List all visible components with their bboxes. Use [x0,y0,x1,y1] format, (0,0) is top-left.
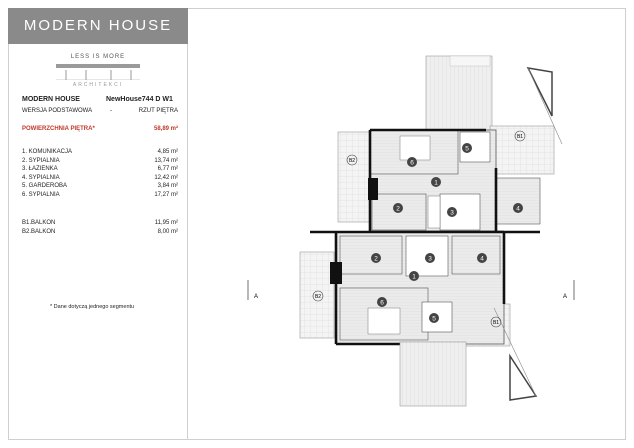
room-number: 3 [450,209,454,217]
room-number: 3 [428,255,432,263]
room-row-area: 13,74 m² [154,157,178,164]
section-label-right: A [563,294,568,300]
logo [48,54,148,94]
room-row-label: 6. SYPIALNIA [22,192,60,198]
room-marker [425,253,435,263]
top-canopy [450,56,490,66]
room-number: 5 [432,315,436,323]
room-number: 1 [412,273,416,281]
balcony-tag-label: B2 [314,294,322,300]
room-number: 2 [396,205,400,213]
lower-bed-icon [368,308,400,334]
room-marker [377,297,387,307]
upper-bedroom-4 [496,178,540,224]
info-panel [8,8,188,440]
upper-stair [428,196,440,228]
logo-bar [56,64,140,68]
footnote: * Dane dotyczą jednego segmentu [50,304,135,310]
room-number: 5 [465,145,469,153]
balcony-tag-label: B1 [492,320,500,326]
area-label: POWIERZCHNIA PIĘTRA* [22,126,95,132]
upper-bath-3 [440,194,480,230]
room-row-area: 6,77 m² [157,166,178,173]
logo-ticks-icon [56,70,140,80]
roof-wedge-top [528,68,552,116]
room-marker [393,203,403,213]
room-row-label: 1. KOMUNIKACJA [22,149,73,155]
room-marker [371,253,381,263]
room-marker [407,157,417,167]
room-number: 4 [480,255,484,263]
room-number: 6 [380,299,384,307]
upper-bed-icon [400,136,430,160]
variant-label: WERSJA PODSTAWOWA [22,108,93,114]
room-row-label: 3. ŁAZIENKA [22,166,58,173]
room-number: 2 [374,255,378,263]
top-left-balcony [338,132,372,222]
lower-bedroom-2 [340,236,402,274]
section-label-left: A [254,294,259,300]
brand-banner: MODERN HOUSE [8,8,188,44]
roof-line-bottom [494,308,536,396]
roof-wedge-bottom [510,356,536,400]
room-number: 6 [410,159,414,167]
balcony-row-area: 8,00 m² [157,228,178,235]
project-code: NewHouse744 D W1 [106,96,173,103]
floor-plan [190,8,626,440]
project-title: MODERN HOUSE [22,96,80,103]
room-number: 1 [434,179,438,187]
view-label: RZUT PIĘTRA [138,108,178,114]
room-row-label: 4. SYPIALNIA [22,174,60,181]
room-row-label: 5. GARDEROBA [22,183,68,190]
bottom-deck [400,342,466,406]
logo-subtitle: ARCHITEKCI [72,82,124,88]
logo-tagline: LESS IS MORE [70,54,126,60]
room-marker [409,271,419,281]
room-row-label: 2. SYPIALNIA [22,157,60,164]
room-row-area: 3,84 m² [157,183,178,190]
area-value: 58,89 m² [153,126,178,132]
balcony-tag-label: B1 [516,134,524,140]
room-marker [477,253,487,263]
variant-dash: - [110,108,112,114]
room-row-area: 12,42 m² [154,174,178,181]
room-marker [513,203,523,213]
room-row-area: 4,85 m² [157,149,178,155]
lower-bedroom-4 [452,236,500,274]
balcony-row-area: 11,95 m² [154,220,178,226]
balcony-row-label: B2.BALKON [22,228,56,235]
balcony-tag-label: B2 [348,158,356,164]
room-marker [429,313,439,323]
top-deck [426,56,492,130]
balcony-row-label: B1.BALKON [22,220,56,226]
room-row-area: 17,27 m² [154,192,178,198]
room-marker [462,143,472,153]
room-marker [447,207,457,217]
room-number: 4 [516,205,520,213]
room-marker [431,177,441,187]
